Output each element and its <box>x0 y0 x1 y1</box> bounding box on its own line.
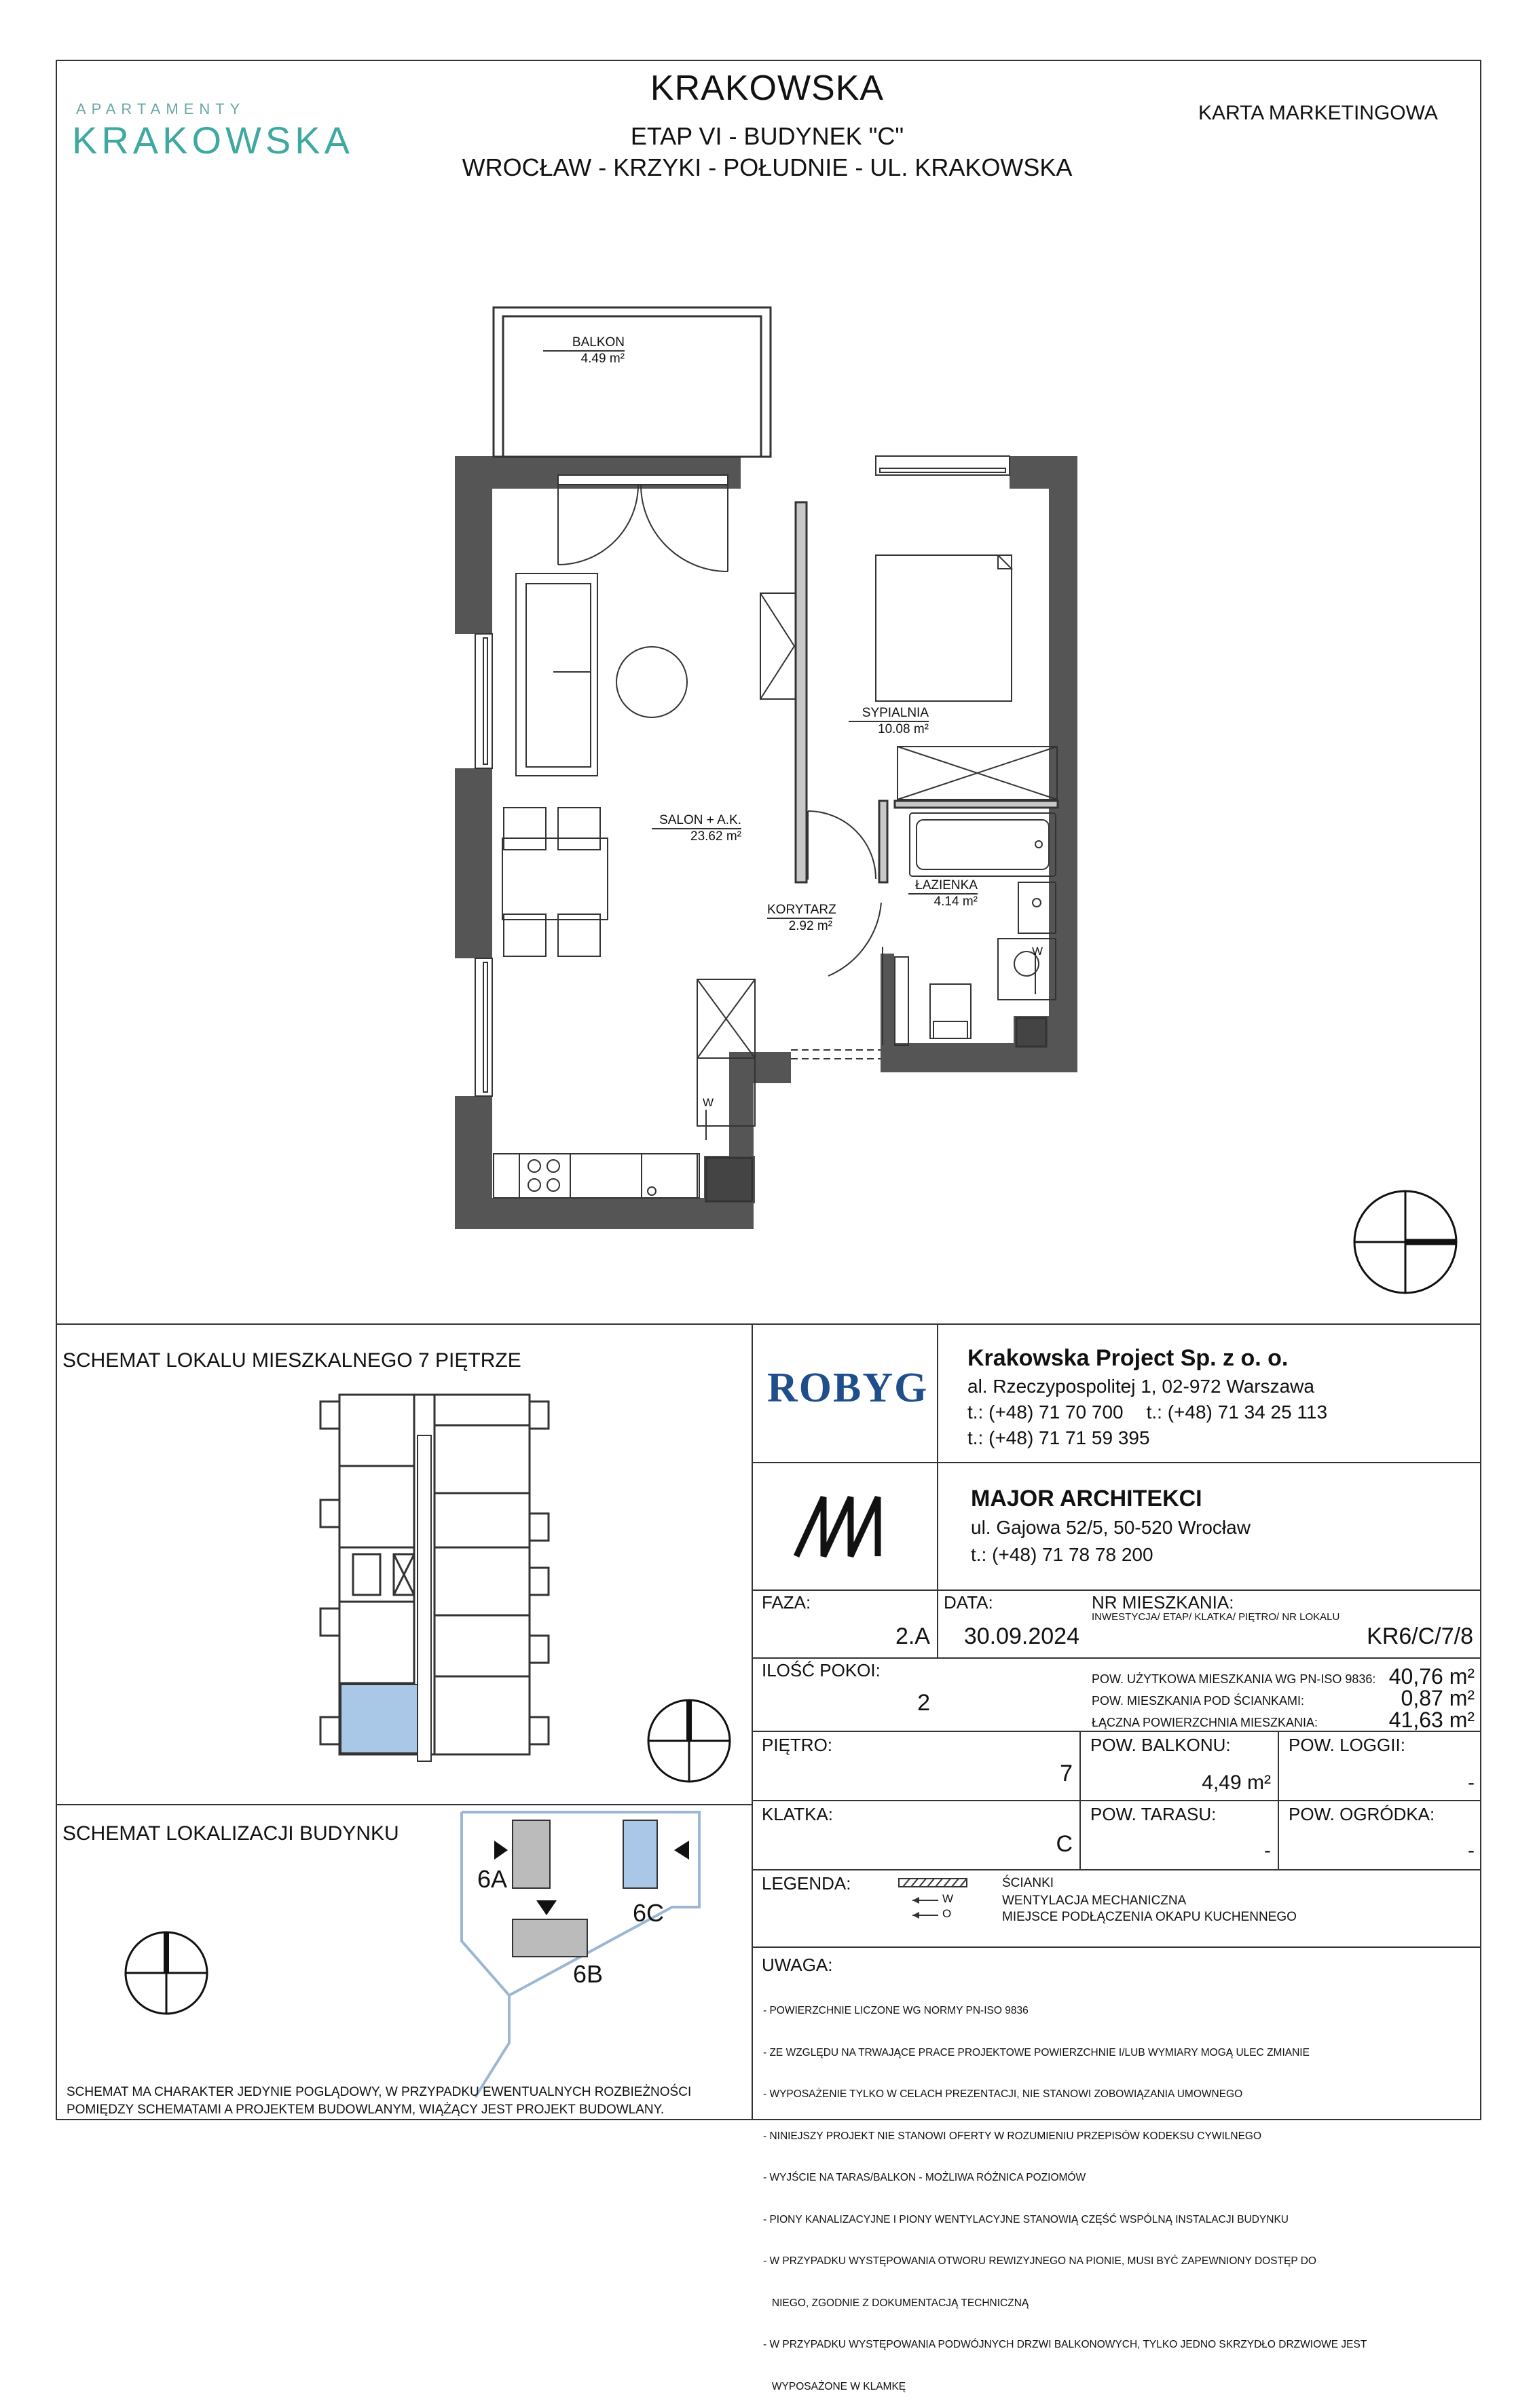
location-schema-title: SCHEMAT LOKALIZACJI BUDYNKU <box>62 1822 399 1845</box>
schema-disclaimer: SCHEMAT MA CHARAKTER JEDYNIE POGLĄDOWY, W PRZYPADKU EWENTUALNYCH ROZBIEŻNOŚCI POMIĘDZY SCHEMATAMI A PROJEKTEM BUDOWLANYM, WIĄŻĄCY JEST PROJEKT BUDOWLANY. <box>67 2085 692 2117</box>
floor-schema <box>312 1385 557 1765</box>
divider <box>937 1589 938 1657</box>
divider <box>752 1869 1481 1870</box>
building-label-6c: 6C <box>633 1899 665 1927</box>
architect-phone: t.: (+48) 71 78 78 200 <box>971 1544 1153 1565</box>
building-label-6b: 6B <box>573 1960 604 1988</box>
room-label-sypialnia: SYPIALNIA 10.08 m² <box>849 706 929 737</box>
bed <box>876 555 1012 701</box>
nr-value: KR6/C/7/8 <box>1367 1623 1473 1649</box>
floor-schema-title: SCHEMAT LOKALU MIESZKALNEGO 7 PIĘTRZE <box>62 1349 521 1372</box>
bathtub <box>910 813 1056 876</box>
faza-label: FAZA: <box>762 1592 811 1613</box>
balcony-label: POW. BALKONU: <box>1090 1735 1231 1755</box>
architect-address: ul. Gajowa 52/5, 50-520 Wrocław <box>971 1517 1251 1538</box>
legend-item-ventilation: WENTYLACJA MECHANICZNA <box>1002 1894 1187 1908</box>
rooms-value: 2 <box>917 1690 930 1716</box>
wall <box>1049 456 1077 1072</box>
room-label-lazienka: ŁAZIENKA 4.14 m² <box>908 878 978 909</box>
area-total-label: ŁĄCZNA POWIERZCHNIA MIESZKANIA: <box>1092 1716 1318 1729</box>
garden-value: - <box>1468 1839 1475 1862</box>
divider <box>937 1323 938 1589</box>
card-type: KARTA MARKETINGOWA <box>1198 102 1438 124</box>
loggia-label: POW. LOGGII: <box>1289 1735 1405 1755</box>
building-6b <box>513 1919 587 1957</box>
room-label-balkon: BALKON 4.49 m² <box>543 335 625 366</box>
partition <box>796 502 807 882</box>
logo-main-text: KRAKOWSKA <box>72 119 354 162</box>
area-usable-value: 40,76 m² <box>1388 1664 1475 1689</box>
north-arrow-plan <box>1354 1191 1456 1293</box>
developer-phone-3: t.: (+48) 71 71 59 395 <box>967 1427 1150 1448</box>
legend-item-walls: ŚCIANKI <box>1002 1876 1054 1890</box>
building-6a <box>513 1820 550 1888</box>
note-item: - W PRZYPADKU WYSTĘPOWANIA PODWÓJNYCH DRZWI BALKONOWYCH, TYLKO JEDNO SKRZYDŁO DRZWIOWE JEST <box>763 2339 1367 2350</box>
north-arrow-location <box>122 1929 210 2017</box>
wall <box>727 456 741 489</box>
developer-phone-2: t.: (+48) 71 34 25 113 <box>1146 1401 1328 1423</box>
note-item: - WYPOSAŻENIE TYLKO W CELACH PREZENTACJI, NIE STANOWI ZOBOWIĄZANIA UMOWNEGO <box>763 2088 1243 2100</box>
nr-sublabel: INWESTYCJA/ ETAP/ KLATKA/ PIĘTRO/ NR LOKALU <box>1092 1611 1340 1623</box>
note-item: WYPOSAŻONE W KLAMKĘ <box>763 2380 906 2392</box>
logo-top-text: APARTAMENTY <box>76 100 246 117</box>
balcony-outline <box>494 307 771 457</box>
divider <box>752 1800 1481 1801</box>
floor-value: 7 <box>1060 1761 1073 1786</box>
note-item: - POWIERZCHNIE LICZONE WG NORMY PN-ISO 9836 <box>763 2005 1029 2016</box>
subtitle-stage: ETAP VI - BUDYNEK "C" <box>630 122 904 150</box>
note-item: - ZE WZGLĘDU NA TRWAJĄCE PRACE PROJEKTOWE POWIERZCHNIE I/LUB WYMIARY MOGĄ ULEC ZMIANIE <box>763 2046 1310 2058</box>
architect-name: MAJOR ARCHITEKCI <box>971 1486 1202 1511</box>
note-item: - NINIEJSZY PROJEKT NIE STANOWI OFERTY W ROZUMIENIU PRZEPISÓW KODEKSU CYWILNEGO <box>763 2130 1262 2142</box>
kitchen-counter <box>494 1154 697 1198</box>
terrace-label: POW. TARASU: <box>1090 1804 1217 1824</box>
floor-label: PIĘTRO: <box>762 1735 833 1755</box>
table-round <box>616 647 687 717</box>
divider <box>752 1946 1481 1948</box>
area-under-value: 0,87 m² <box>1401 1686 1475 1710</box>
legend-item-hood: MIEJSCE PODŁĄCZENIA OKAPU KUCHENNEGO <box>1002 1910 1297 1924</box>
divider <box>56 1323 1481 1325</box>
data-label: DATA: <box>944 1592 993 1613</box>
north-arrow-schema <box>645 1697 733 1785</box>
note-item: - W PRZYPADKU WYSTĘPOWANIA OTWORU REWIZYJNEGO NA PIONIE, MUSI BYĆ ZAPEWNIONY DOSTĘP DO <box>763 2255 1316 2267</box>
vent-mark-kitchen: W <box>703 1096 714 1109</box>
developer-info <box>967 1342 1327 1451</box>
notes-title: UWAGA: <box>762 1955 833 1975</box>
legend-symbols <box>896 1875 971 1929</box>
wall <box>455 768 492 958</box>
developer-name: Krakowska Project Sp. z o. o. <box>967 1345 1289 1371</box>
toilet <box>930 984 971 1038</box>
divider <box>752 1323 753 2120</box>
partition <box>895 801 1058 808</box>
building-label-6a: 6A <box>477 1865 508 1893</box>
legend-title: LEGENDA: <box>762 1873 851 1894</box>
architect-logo <box>791 1492 896 1560</box>
developer-logo: ROBYG <box>767 1365 929 1411</box>
note-item: - PIONY KANALIZACYJNE I PIONY WENTYLACYJNE STANOWIĄ CZĘŚĆ WSPÓLNĄ INSTALACJI BUDYNKU <box>763 2213 1289 2225</box>
data-value: 30.09.2024 <box>963 1623 1079 1649</box>
legend-w-mark: W <box>942 1892 954 1905</box>
apartment-highlight <box>341 1685 429 1753</box>
room-label-salon: SALON + A.K. 23.62 m² <box>652 813 741 844</box>
area-under-label: POW. MIESZKANIA POD ŚCIANKAMI: <box>1092 1694 1305 1708</box>
note-item: - WYJŚCIE NA TARAS/BALKON - MOŻLIWA RÓŻNICA POZIOMÓW <box>763 2172 1086 2183</box>
room-label-korytarz: KORYTARZ 2.92 m² <box>767 903 836 933</box>
subtitle-address: WROCŁAW - KRZYKI - POŁUDNIE - UL. KRAKOWSKA <box>462 153 1073 181</box>
nr-label: NR MIESZKANIA: <box>1092 1592 1234 1613</box>
wall <box>754 1052 791 1083</box>
area-usable-label: POW. UŻYTKOWA MIESZKANIA WG PN-ISO 9836: <box>1092 1672 1376 1686</box>
loggia-value: - <box>1468 1771 1475 1794</box>
architect-info <box>971 1483 1251 1568</box>
faza-value: 2.A <box>895 1623 930 1649</box>
divider <box>752 1589 1481 1591</box>
wall <box>455 456 492 634</box>
stair-value: C <box>1056 1831 1073 1857</box>
divider <box>752 1462 1481 1463</box>
balcony-value: 4,49 m² <box>1202 1771 1271 1794</box>
area-total-value: 41,63 m² <box>1388 1708 1475 1732</box>
location-schema <box>407 1805 720 2104</box>
page-title: KRAKOWSKA <box>650 69 885 108</box>
stair-label: KLATKA: <box>762 1804 834 1824</box>
sofa <box>516 573 597 776</box>
terrace-value: - <box>1264 1839 1271 1862</box>
vent-mark-bathroom: W <box>1032 945 1043 958</box>
note-item: NIEGO, ZGODNIE Z DOKUMENTACJĄ TECHNICZNĄ <box>763 2297 1029 2309</box>
divider <box>752 1657 1481 1659</box>
building-6c <box>623 1820 657 1888</box>
notes-list <box>763 1976 1367 2408</box>
balcony-door <box>558 475 728 485</box>
washing-machine <box>998 939 1056 1000</box>
legend-o-mark: O <box>942 1907 952 1920</box>
developer-address: al. Rzeczypospolitej 1, 02-972 Warszawa <box>967 1376 1314 1397</box>
rooms-label: ILOŚĆ POKOI: <box>762 1660 881 1680</box>
garden-label: POW. OGRÓDKA: <box>1289 1804 1435 1824</box>
partition <box>879 801 887 882</box>
developer-phone-1: t.: (+48) 71 70 700 <box>967 1401 1124 1423</box>
